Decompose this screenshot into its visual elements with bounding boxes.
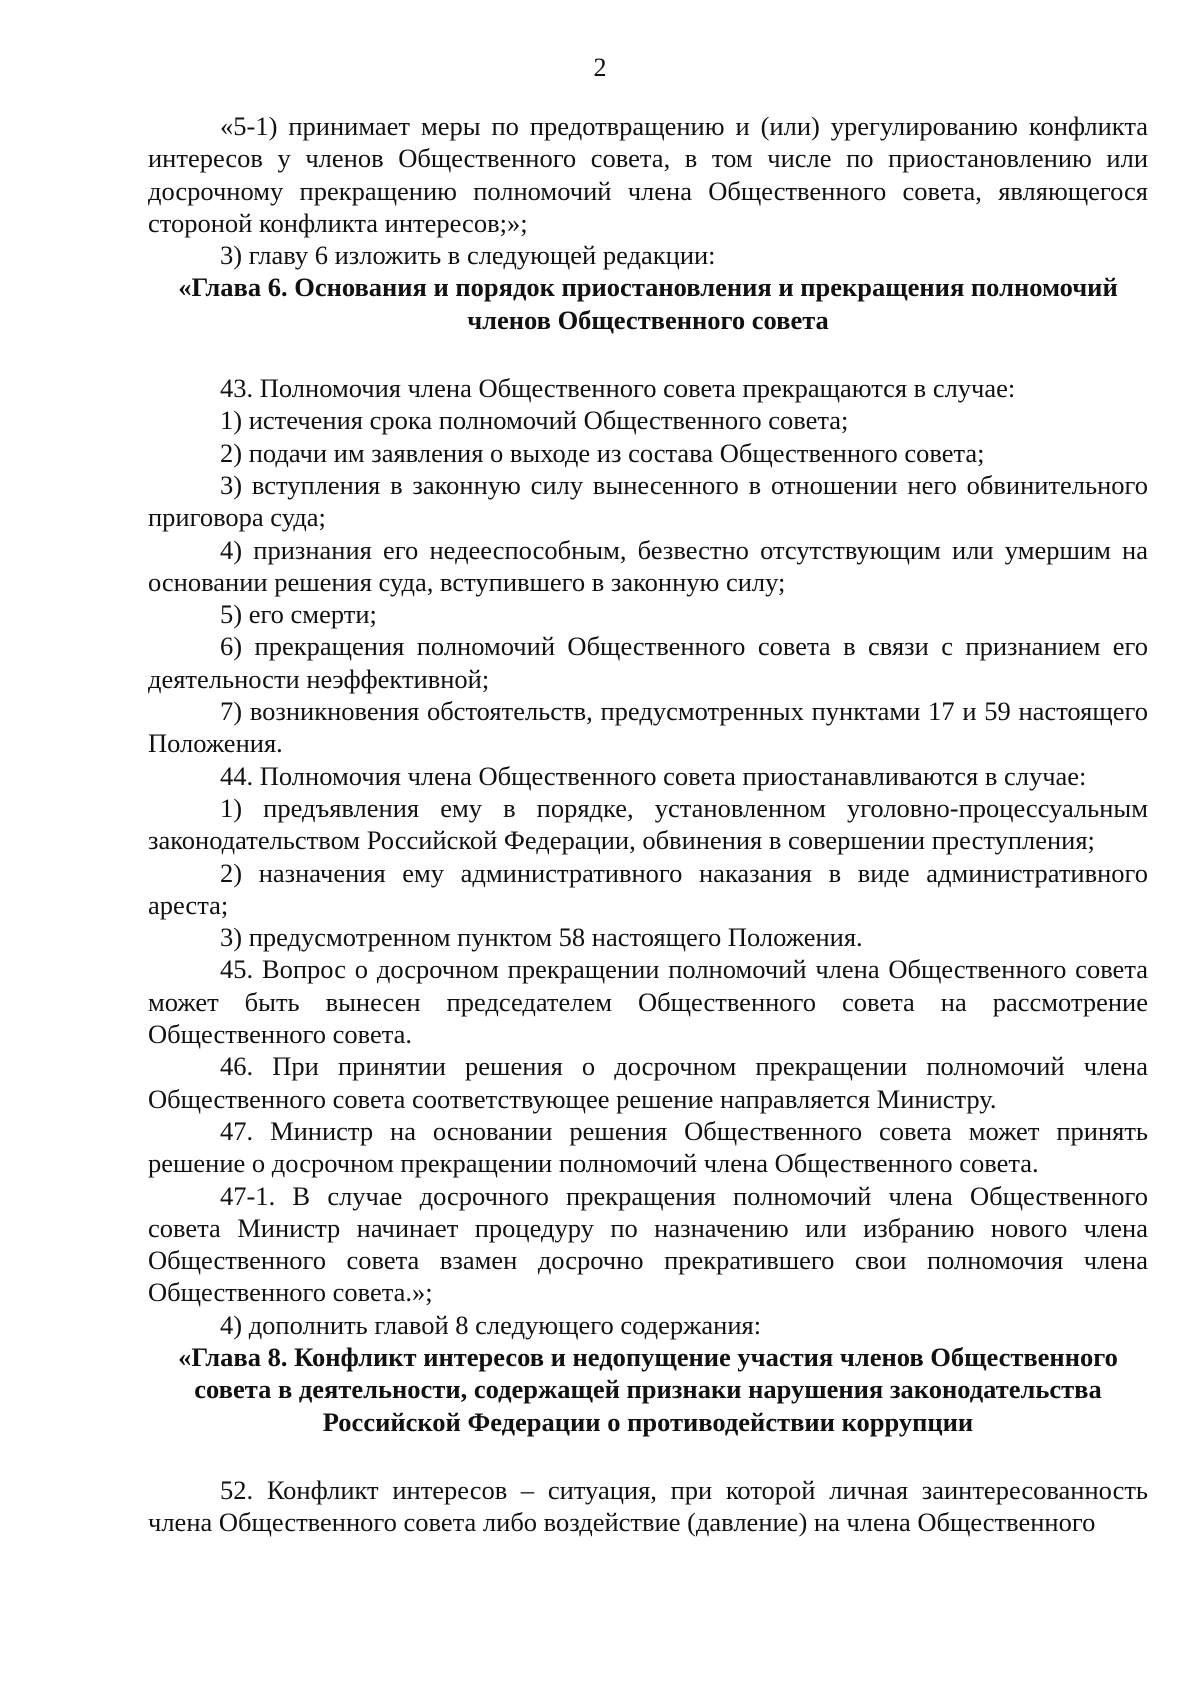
paragraph-43-6: 6) прекращения полномочий Общественного совета в связи с признанием его деятельности неэффективной; <box>148 631 1148 694</box>
paragraph-44-2: 2) назначения ему административного наказания в виде административного ареста; <box>148 857 1148 920</box>
chapter-8-heading: «Глава 8. Конфликт интересов и недопущение участия членов Общественного совета в деятельности, содержащей признаки нарушения законодательства Российской Федерации о противодействии коррупции <box>178 1341 1118 1437</box>
paragraph-43-7: 7) возникновения обстоятельств, предусмотренных пунктами 17 и 59 настоящего Положения. <box>148 696 1148 759</box>
paragraph-43-1: 1) истечения срока полномочий Общественного совета; <box>220 405 849 436</box>
paragraph-45: 45. Вопрос о досрочном прекращении полномочий члена Общественного совета может быть вынесен председателем Общественного совета на рассмотрение Общественного совета. <box>148 954 1148 1050</box>
paragraph-43-5: 5) его смерти; <box>220 599 377 630</box>
document-body <box>148 110 1148 1538</box>
paragraph-43: 43. Полномочия члена Общественного совета прекращаются в случае: <box>220 373 1016 404</box>
spacer <box>148 1438 1148 1474</box>
paragraph-43-4: 4) признания его недееспособным, безвестно отсутствующим или умершим на основании решения суда, вступившего в законную силу; <box>148 534 1148 597</box>
paragraph-44: 44. Полномочия члена Общественного совета приостанавливаются в случае: <box>220 760 1087 791</box>
paragraph-52: 52. Конфликт интересов – ситуация, при которой личная заинтересованность члена Общественного совета либо воздействие (давление) на члена Общественного <box>148 1474 1148 1538</box>
paragraph-5-1: «5-1) принимает меры по предотвращению и (или) урегулированию конфликта интересов у членов Общественного совета, в том числе по приостановлению или досрочному прекращению полномочий члена Общественного совета, являющегося стороной конфликта интересов;»; <box>148 111 1148 238</box>
chapter-6-heading: «Глава 6. Основания и порядок приостановления и прекращения полномочий членов Общественного совета <box>178 272 1118 335</box>
paragraph-43-3: 3) вступления в законную силу вынесенного в отношении него обвинительного приговора суда; <box>148 469 1148 533</box>
paragraph-43-2: 2) подачи им заявления о выходе из состава Общественного совета; <box>220 437 985 468</box>
paragraph-item-3: 3) главу 6 изложить в следующей редакции: <box>220 240 716 271</box>
paragraph-44-3: 3) предусмотренном пунктом 58 настоящего Положения. <box>220 922 863 953</box>
spacer <box>148 336 1148 372</box>
paragraph-item-4: 4) дополнить главой 8 следующего содержания: <box>220 1309 762 1340</box>
page-number: 2 <box>593 53 607 82</box>
paragraph-46: 46. При принятии решения о досрочном прекращении полномочий члена Общественного совета соответствующее решение направляется Министру. <box>148 1051 1148 1114</box>
paragraph-47: 47. Министр на основании решения Общественного совета может принять решение о досрочном прекращении полномочий члена Общественного совета. <box>148 1115 1148 1179</box>
paragraph-47-1: 47-1. В случае досрочного прекращения полномочий члена Общественного совета Министр начинает процедуру по назначению или избранию нового члена Общественного совета взамен досрочно прекратившего свои полномочия члена Общественного совета.»; <box>148 1180 1148 1308</box>
paragraph-44-1: 1) предъявления ему в порядке, установленном уголовно-процессуальным законодательством Российской Федерации, обвинения в совершении преступления; <box>148 792 1148 856</box>
